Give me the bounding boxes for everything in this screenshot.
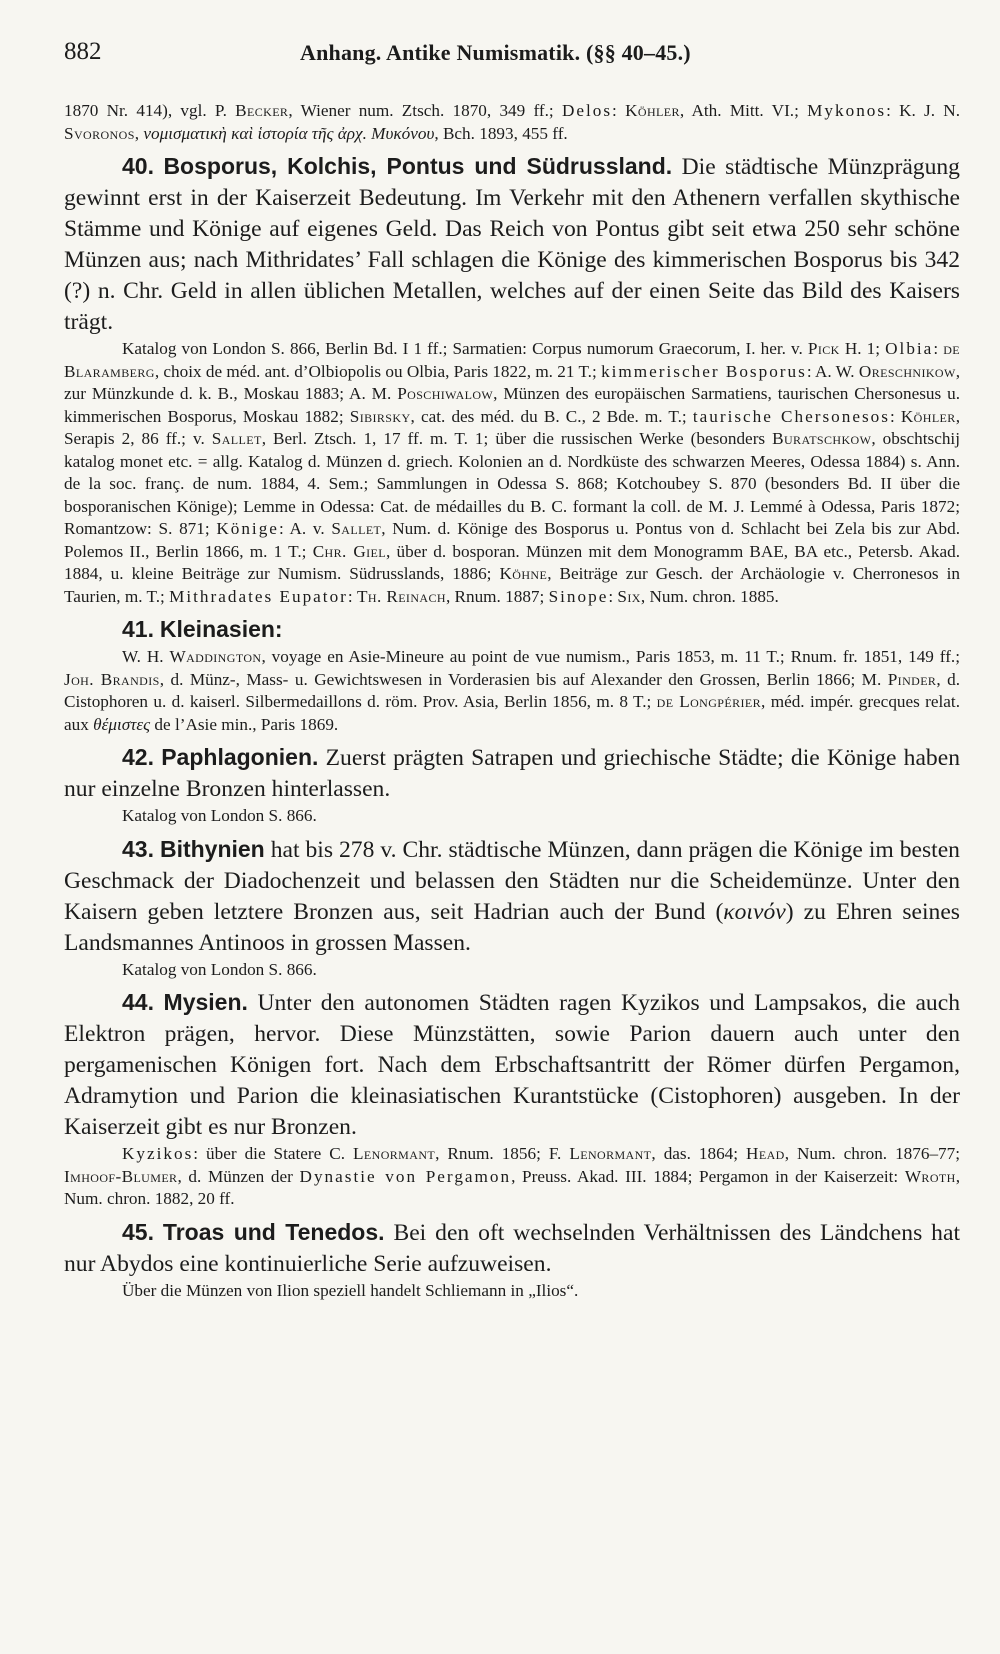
text-run: : — [347, 586, 357, 606]
text-run: : über die Statere C. — [193, 1144, 354, 1163]
text-run: , das. 1864; — [651, 1144, 747, 1163]
section-number: 45. — [122, 1218, 154, 1245]
section-title: Troas und Tenedos. — [162, 1218, 385, 1245]
text-run: H. 1; — [839, 339, 886, 358]
text-run: : — [889, 406, 901, 426]
place-name: taurische Chersonesos — [692, 406, 890, 426]
place-name: Könige — [216, 519, 279, 538]
section-number: 41. — [122, 616, 154, 642]
text-run: : — [612, 101, 626, 120]
author-name: Wroth — [904, 1166, 956, 1186]
place-name: Mithradates Eupator — [169, 586, 348, 606]
section-45 — [64, 1217, 960, 1280]
section-text: Zuerst prägten Satrapen und griechische Städte; die Könige haben nur einzelne Bronzen hinterlassen. — [64, 745, 960, 802]
author-name: Chr. Giel — [312, 541, 387, 561]
author-name: Köhler — [900, 406, 956, 426]
author-name: Pinder — [887, 669, 937, 689]
text-run: , d. Münz-, Mass- u. Gewichtswesen in Vorderasien bis auf Alexander den Grossen, Berlin 1866; M. — [159, 669, 888, 689]
text-run: , Rnum. 1887; — [445, 586, 549, 606]
section-44 — [64, 987, 960, 1143]
author-name: Imhoof-Blumer — [64, 1166, 178, 1186]
text-run: : A. W. — [806, 361, 859, 381]
author-name: Head — [746, 1144, 785, 1163]
text-run: , Num. chron. 1885. — [640, 586, 779, 606]
section-text: hat bis 278 v. Chr. städtische Münzen, dann prägen die Könige im besten Geschmack der Diadochenzeit und belassen den Städten nur die Scheidemünze. Unter den Kaisern geben letztere Bronzen aus, seit Hadrian auch der Bund ( — [64, 836, 960, 925]
text-run: , cat. des méd. du B. C., 2 Bde. m. T.; — [410, 406, 693, 426]
author-name: Oreschnikow — [858, 361, 956, 381]
place-name: Olbia — [885, 339, 934, 358]
author-name: Lenormant — [569, 1144, 652, 1163]
text-run: W. H. — [122, 647, 170, 666]
text-run: : — [933, 339, 944, 358]
section-43 — [64, 834, 960, 959]
section-42-references: Katalog von London S. 866. — [122, 806, 317, 825]
text-run: : — [608, 586, 618, 606]
text-run: , Num. chron. 1876–77; — [784, 1144, 960, 1163]
text-run: , Serapis 2, 86 ff.; v. — [64, 406, 960, 448]
text-run: , Berl. Ztsch. 1, 17 ff. m. T. 1; über die russischen Werke (besonders — [261, 429, 773, 448]
author-name: Sallet — [331, 519, 382, 538]
running-title: Anhang. Antike Numismatik. (§§ 40–45.) — [300, 40, 691, 65]
text-run: , d. Cistophoren u. d. kaiserl. Silbermedaillons d. röm. Prov. Asia, Berlin 1856, m. 8 T.; — [64, 669, 960, 711]
text-run: , über d. bosporan. Münzen mit dem Monogramm BAE, BA etc., Petersb. Akad. 1884, u. kleine Beiträge zur Numism. Südrusslands, 1886; — [64, 541, 960, 583]
page-number: 882 — [64, 38, 102, 65]
section-text: Die städtische Münzprägung gewinnt erst in der Kaiserzeit Bedeutung. Im Verkehr mit den Athenern verfallen skythische Stämme und Könige auf eigenes Geld. Das Reich von Pontus gibt seit etwa 250 sehr schöne Münzen aus; nach Mithridates’ Fall schlagen die Könige des kimmerischen Bosporus bis 342 (?) n. Chr. Geld in allen üblichen Metallen, welches auf der einen Seite das Bild des Kaisers trägt. — [64, 154, 960, 335]
section-text: Bei den oft wechselnden Verhältnissen des Ländchens hat nur Abydos eine kontinuierliche Serie aufzuweisen. — [64, 1219, 960, 1277]
author-name: Joh. Brandis — [64, 669, 160, 689]
text-run: , d. Münzen der — [177, 1166, 300, 1186]
section-40-references — [64, 338, 960, 608]
text-run: , Bch. 1893, 455 ff. — [434, 123, 568, 143]
section-title: Mysien. — [163, 989, 248, 1015]
author-name: de Longpérier — [656, 692, 762, 711]
author-name: de Blaramberg — [64, 339, 960, 381]
text-run: , Rnum. 1856; F. — [435, 1144, 570, 1163]
text-run: , Münzen des europäischen Sarmatiens, taurischen Chersonesus u. kimmerischen Bosporus, Moskau 1882; — [64, 384, 960, 426]
section-number: 44. — [122, 989, 154, 1015]
place-name: Delos — [561, 101, 613, 120]
text-run: , Ath. Mitt. VI.; — [679, 101, 808, 120]
text-run: , obschtschij katalog monet etc. = allg. Katalog d. Münzen d. griech. Kolonien an d. Nordküste des schwarzen Meeres, Odessa 1884) s. Ann. de la soc. franç. de num. 1884, 4. Sem.; Sammlungen in Odessa S. 868; Kotchoubey S. 870 (besonders Bd. II über die bosporanischen Könige); Lemme in Odessa: Cat. de médailles du B. C. formant la coll. de M. J. Lemmé à Odessa, Paris 1872; Romantzow: S. 871; — [64, 429, 960, 538]
text-run: , Num. chron. 1882, 20 ff. — [64, 1166, 960, 1208]
author-name: Sallet — [211, 429, 262, 448]
author-name: Sibirsky — [349, 406, 411, 426]
page-header — [64, 38, 960, 74]
place-name: kimmerischer Bosporus — [601, 361, 807, 381]
author-name: Becker — [235, 101, 289, 120]
author-name: Poschiwalow — [397, 384, 494, 403]
text-run: 1870 Nr. 414), vgl. P. — [64, 101, 236, 120]
section-text: Unter den autonomen Städten ragen Kyzikos und Lampsakos, die auch Elektron prägen, hervor. Diese Münzstätten, sowie Parion dauern auch unter den pergamenischen Königen fort. Nach dem Erbschaftsantritt der Römer dürfen Pergamon, Adramytion und Parion die kleinasiatischen Kurantstücke (Cistophoren) ausgeben. In der Kaiserzeit gibt es nur Bronzen. — [64, 990, 960, 1140]
section-41 — [64, 614, 960, 646]
author-name: Th. Reinach — [356, 586, 446, 606]
page-body — [64, 100, 960, 1302]
text-run: , méd. impér. grecques relat. aux — [64, 692, 961, 734]
greek-word: θέμιστες — [93, 714, 151, 734]
section-41-references — [64, 646, 960, 736]
greek-title: νομισματικὴ καὶ ἱστορία τῆς ἀρχ. Μυκόνου — [143, 123, 435, 143]
author-name: Köhler — [625, 101, 680, 120]
text-run: Katalog von London S. 866, Berlin Bd. I 1 ff.; Sarmatien: Corpus numorum Graecorum, I. her. v. — [122, 339, 808, 358]
section-title: Bithynien — [159, 835, 265, 862]
section-45-references: Über die Münzen von Ilion speziell handelt Schliemann in „Ilios“. — [122, 1280, 579, 1300]
text-run: : K. J. N. — [886, 101, 961, 120]
author-name: Waddington — [169, 647, 262, 666]
author-name: Köhne — [499, 564, 548, 583]
section-number: 42. — [122, 744, 154, 770]
section-title: Bosporus, Kolchis, Pontus und Südrussland. — [163, 153, 673, 179]
text-run: de l’Asie min., Paris 1869. — [150, 714, 339, 734]
greek-word: κοινόν — [723, 898, 786, 925]
section-42 — [64, 742, 960, 805]
text-run: , choix de méd. ant. d’Olbiopolis ou Olbia, Paris 1822, m. 21 T.; — [154, 361, 602, 381]
text-run: , Preuss. Akad. III. 1884; Pergamon in der Kaiserzeit: — [511, 1166, 905, 1186]
place-name: Dynastie von Pergamon — [299, 1166, 512, 1186]
section-44-references — [64, 1143, 960, 1211]
section-43-references: Katalog von London S. 866. — [122, 959, 317, 979]
place-name: Sinope — [548, 586, 609, 606]
continued-bibliography — [64, 100, 960, 145]
section-title: Kleinasien: — [159, 616, 283, 642]
text-run: , voyage en Asie-Mineure au point de vue numism., Paris 1853, m. 11 T.; Rnum. fr. 1851, 149 ff.; — [261, 647, 960, 666]
place-name: Mykonos — [807, 101, 887, 120]
author-name: Lenormant — [353, 1144, 436, 1163]
text-run: , — [134, 123, 144, 143]
text-run: , Num. d. Könige des Bosporus u. Pontus von d. Schlacht bei Zela bis zur Abd. Polemos II., Berlin 1866, m. 1 T.; — [64, 519, 960, 561]
place-name: Kyzikos — [122, 1144, 194, 1163]
author-name: Pick — [807, 339, 840, 358]
text-run: , zur Münzkunde d. k. B., Moskau 1883; A. M. — [64, 361, 960, 403]
text-run: : A. v. — [278, 519, 332, 538]
section-40 — [64, 151, 960, 338]
section-number: 40. — [122, 153, 154, 179]
text-run: , Wiener num. Ztsch. 1870, 349 ff.; — [288, 101, 562, 120]
section-number: 43. — [122, 835, 154, 862]
author-name: Svoronos — [64, 123, 135, 143]
author-name: Buratschkow — [772, 429, 872, 448]
author-name: Six — [617, 586, 641, 606]
text-run: , Beiträge zur Gesch. der Archäologie v. Cherronesos in Taurien, m. T.; — [64, 564, 960, 606]
section-text: ) zu Ehren seines Landsmannes Antinoos in grossen Massen. — [64, 898, 960, 956]
section-title: Paphlagonien. — [161, 744, 319, 770]
